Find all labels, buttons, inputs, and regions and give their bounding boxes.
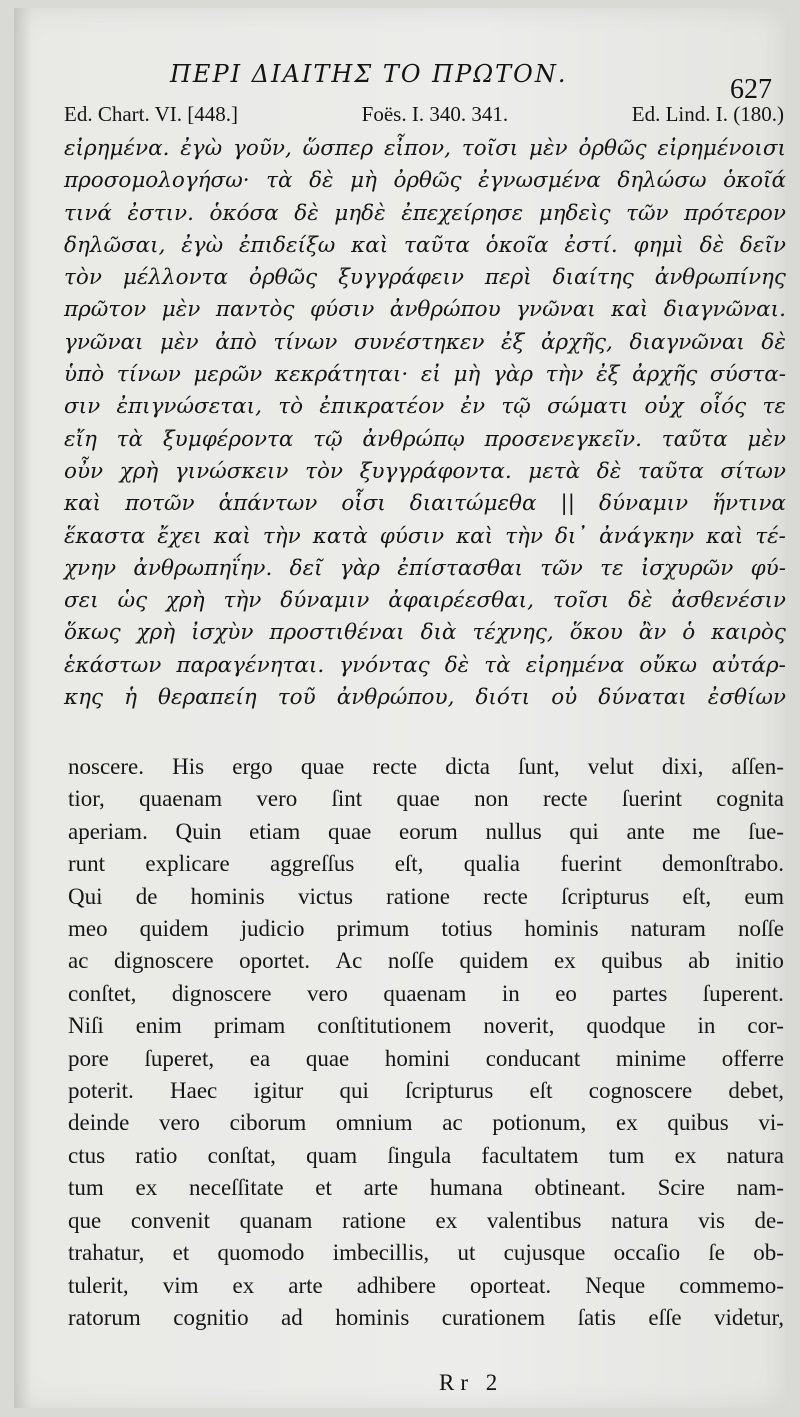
greek-text-line: σει ὡς χρὴ τὴν δύναμιν ἀφαιρέεσθαι, τοῖσι δὲ ἀσθενέσιν xyxy=(64,588,786,614)
latin-text-line: deinde vero ciborum omnium ac potionum, ex quibus vi- xyxy=(68,1110,784,1136)
latin-text-line: trahatur, et quomodo imbecillis, ut cujusque occaſio ſe ob- xyxy=(68,1240,784,1266)
latin-text-line: tum ex neceſſitate et arte humana obtineant. Scire nam- xyxy=(68,1175,784,1201)
greek-text-line: εἰρημένα. ἐγὼ γοῦν, ὥσπερ εἶπον, τοῖσι μὲν ὀρθῶς εἰρημένοισι xyxy=(64,136,786,161)
edition-foes: Foës. I. 340. 341. xyxy=(361,102,509,126)
latin-text-block xyxy=(68,751,784,1334)
latin-text-line: poterit. Haec igitur qui ſcripturus eſt cognoscere debet, xyxy=(68,1078,784,1104)
greek-text-line: τινά ἐστιν. ὁκόσα δὲ μηδὲ ἐπεχείρησε μηδεὶς τῶν πρότερον xyxy=(64,200,786,226)
latin-text-line: que convenit quanam ratione ex valentibus natura vis de- xyxy=(68,1207,784,1233)
greek-text-line: πρῶτον μὲν παντὸς φύσιν ἀνθρώπου γνῶναι καὶ διαγνῶναι. xyxy=(64,297,786,323)
running-head: ΠΕΡΙ ΔΙΑΙΤΗΣ ΤΟ ΠΡΩΤΟΝ. xyxy=(170,60,568,88)
greek-text-line: χνην ἀνθρωπηΐην. δεῖ γὰρ ἐπίστασθαι τῶν τε ἰσχυρῶν φύ- xyxy=(64,555,786,581)
greek-text-line: σιν ἐπιγνώσεται, τὸ ἐπικρατέον ἐν τῷ σώματι οὐχ οἷός τε xyxy=(64,394,786,420)
latin-text-line: ctus ratio conſtat, quam ſingula facultatem tum ex natura xyxy=(68,1142,784,1168)
edition-chartier: Ed. Chart. VI. [448.] xyxy=(64,102,238,126)
greek-text-line: ὅκως χρὴ ἰσχὺν προστιθέναι διὰ τέχνης, ὅκου ἂν ὁ καιρὸς xyxy=(64,620,786,646)
latin-text-line: ac dignoscere oportet. Ac noſſe quidem ex quibus ab initio xyxy=(68,948,784,974)
greek-text-line: καὶ ποτῶν ἁπάντων οἷσι διαιτώμεθα || δύναμιν ἥντινα xyxy=(64,491,786,517)
latin-text-line: tior, quaenam vero ſint quae non recte ſuerint cognita xyxy=(68,786,784,812)
greek-text-block xyxy=(64,133,786,714)
latin-text-line: pore ſuperet, ea quae homini conducant minime offerre xyxy=(68,1045,784,1071)
greek-text-line: ἕκαστα ἔχει καὶ τὴν κατὰ φύσιν καὶ τὴν δι᾽ ἀνάγκην καὶ τέ- xyxy=(64,523,786,549)
latin-text-line: noscere. His ergo quae recte dicta ſunt, velut dixi, aſſen- xyxy=(68,754,784,779)
latin-text-line: runt explicare aggreſſus eſt, qualia fuerint demonſtrabo. xyxy=(68,851,784,877)
greek-text-line: ἑκάστων παραγένηται. γνόντας δὲ τὰ εἰρημένα οὔκω αὐτάρ- xyxy=(64,652,786,678)
latin-text-line: Niſi enim primam conſtitutionem noverit, quodque in cor- xyxy=(68,1013,784,1039)
book-page xyxy=(14,8,786,1408)
greek-text-line: κης ἡ θεραπείη τοῦ ἀνθρώπου, διότι οὐ δύναται ἐσθίων xyxy=(64,685,786,711)
greek-text-line: οὖν χρὴ γινώσκειν τὸν ξυγγράφοντα. μετὰ δὲ ταῦτα σίτων xyxy=(64,458,786,484)
latin-text-line: conſtet, dignoscere vero quaenam in eo partes ſuperent. xyxy=(68,980,784,1006)
latin-text-line: ratorum cognitio ad hominis curationem ſatis eſſe videtur, xyxy=(68,1304,784,1330)
latin-text-line: aperiam. Quin etiam quae eorum nullus qui ante me ſue- xyxy=(68,818,784,844)
greek-text-line: ὑπὸ τίνων μερῶν κεκράτηται· εἰ μὴ γὰρ τὴν ἐξ ἀρχῆς σύστα- xyxy=(64,362,786,388)
greek-text-line: τὸν μέλλοντα ὀρθῶς ξυγγράφειν περὶ διαίτης ἀνθρωπίνης xyxy=(64,265,786,291)
edition-references xyxy=(64,102,784,127)
greek-text-line: εἴη τὰ ξυμφέροντα τῷ ἀνθρώπῳ προσενεγκεῖν. ταῦτα μὲν xyxy=(64,426,786,452)
printer-signature: Rr 2 xyxy=(439,1370,504,1395)
latin-text-line: tulerit, vim ex arte adhibere oporteat. Neque commemo- xyxy=(68,1272,784,1298)
greek-text-line: δηλῶσαι, ἐγὼ ἐπιδείξω καὶ ταῦτα ὁκοῖα ἐστί. φημὶ δὲ δεῖν xyxy=(64,232,786,258)
latin-text-line: Qui de hominis victus ratione recte ſcripturus eſt, eum xyxy=(68,883,784,909)
latin-text-line: meo quidem judicio primum totius hominis naturam noſſe xyxy=(68,916,784,942)
greek-text-line: προσομολογήσω· τὰ δὲ μὴ ὀρθῶς ἐγνωσμένα δηλώσω ὁκοῖά xyxy=(64,168,786,194)
page-number: 627 xyxy=(730,74,772,105)
greek-text-line: γνῶναι μὲν ἀπὸ τίνων συνέστηκεν ἐξ ἀρχῆς, διαγνῶναι δὲ xyxy=(64,329,786,355)
edition-linden: Ed. Lind. I. (180.) xyxy=(631,102,784,126)
